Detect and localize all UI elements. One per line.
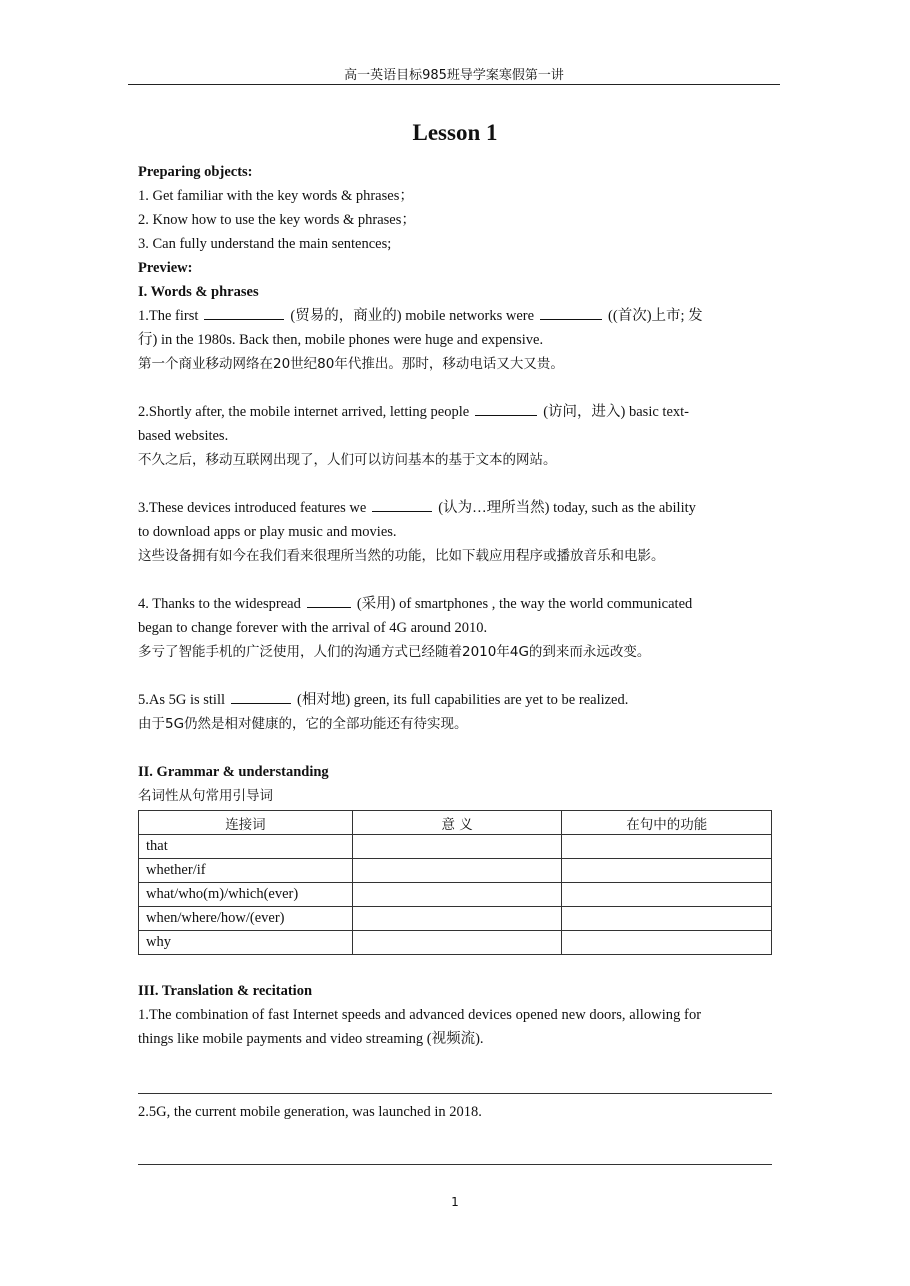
- chinese-translation: 第一个商业移动网络在20世纪80年代推出。那时，移动电话又大又贵。: [138, 356, 564, 372]
- function-cell[interactable]: [562, 883, 772, 907]
- answer-blank[interactable]: [540, 305, 602, 320]
- meaning-cell[interactable]: [352, 859, 562, 883]
- question-text: began to change forever with the arrival of 4G around 2010.: [138, 620, 488, 636]
- table-row: [139, 907, 772, 931]
- meaning-cell[interactable]: [352, 931, 562, 955]
- question-text: to download apps or play music and movies.: [138, 524, 397, 540]
- translation-sentence-1: things like mobile payments and video streaming (视频流).: [138, 1031, 484, 1047]
- question-text: (贸易的，商业的) mobile networks were: [290, 308, 535, 324]
- question-text: 4. Thanks to the widespread: [138, 596, 301, 612]
- answer-blank[interactable]: [475, 401, 537, 416]
- column-header: 意 义: [352, 811, 562, 835]
- question-text: ((首次)上市; 发: [608, 308, 703, 324]
- meaning-cell[interactable]: [352, 907, 562, 931]
- column-header: 在句中的功能: [562, 811, 772, 835]
- answer-blank[interactable]: [231, 689, 291, 704]
- question-text: 3.These devices introduced features we: [138, 500, 367, 516]
- table-row: [139, 931, 772, 955]
- question-text: 1.The first: [138, 308, 199, 324]
- function-cell[interactable]: [562, 907, 772, 931]
- conjunction-table: [138, 810, 772, 955]
- objective-item: 3. Can fully understand the main sentences;: [138, 236, 392, 252]
- question-3: [138, 496, 772, 520]
- translation-sentence-1: 1.The combination of fast Internet speeds and advanced devices opened new doors, allowing for: [138, 1007, 702, 1023]
- conjunction-cell: what/who(m)/which(ever): [139, 883, 353, 907]
- document-body: [138, 118, 772, 1165]
- chinese-translation: 不久之后，移动互联网出现了，人们可以访问基本的基于文本的网站。: [138, 452, 557, 468]
- question-text: 行) in the 1980s. Back then, mobile phones were huge and expensive.: [138, 332, 544, 348]
- preview-heading: Preview:: [138, 260, 193, 276]
- question-text: (采用) of smartphones , the way the world communicated: [356, 596, 693, 612]
- table-row: [139, 883, 772, 907]
- table-row: [139, 859, 772, 883]
- question-text: (相对地) green, its full capabilities are yet to be realized.: [297, 692, 629, 708]
- question-text: based websites.: [138, 428, 229, 444]
- answer-line[interactable]: [138, 1093, 772, 1094]
- answer-blank[interactable]: [307, 593, 351, 608]
- chinese-translation: 由于5G仍然是相对健康的，它的全部功能还有待实现。: [138, 716, 468, 732]
- preparing-heading: Preparing objects:: [138, 164, 253, 180]
- objective-item: 2. Know how to use the key words & phrases；: [138, 212, 416, 228]
- answer-blank[interactable]: [372, 497, 432, 512]
- section-heading-words: I. Words & phrases: [138, 284, 259, 300]
- chinese-translation: 这些设备拥有如今在我们看来很理所当然的功能，比如下载应用程序或播放音乐和电影。: [138, 548, 665, 564]
- meaning-cell[interactable]: [352, 883, 562, 907]
- conjunction-cell: when/where/how/(ever): [139, 907, 353, 931]
- answer-blank[interactable]: [204, 305, 284, 320]
- conjunction-cell: whether/if: [139, 859, 353, 883]
- page-number: 1: [451, 1195, 459, 1209]
- conjunction-cell: why: [139, 931, 353, 955]
- grammar-subheading: 名词性从句常用引导词: [138, 788, 273, 804]
- translation-sentence-2: 2.5G, the current mobile generation, was launched in 2018.: [138, 1104, 482, 1120]
- table-header-row: [139, 811, 772, 835]
- page-header: 高一英语目标985班导学案寒假第一讲: [344, 68, 564, 83]
- table-row: [139, 835, 772, 859]
- answer-line[interactable]: [138, 1164, 772, 1165]
- question-1: [138, 304, 772, 328]
- meaning-cell[interactable]: [352, 835, 562, 859]
- objective-item: 1. Get familiar with the key words & phrases；: [138, 188, 414, 204]
- question-text: (认为…理所当然) today, such as the ability: [438, 500, 696, 516]
- function-cell[interactable]: [562, 835, 772, 859]
- question-4: [138, 592, 772, 616]
- section-heading-grammar: II. Grammar & understanding: [138, 764, 329, 780]
- question-2: [138, 400, 772, 424]
- function-cell[interactable]: [562, 859, 772, 883]
- function-cell[interactable]: [562, 931, 772, 955]
- conjunction-cell: that: [139, 835, 353, 859]
- question-text: 2.Shortly after, the mobile internet arrived, letting people: [138, 404, 470, 420]
- column-header: 连接词: [139, 811, 353, 835]
- section-heading-translation: III. Translation & recitation: [138, 983, 313, 999]
- header-rule: [128, 84, 780, 85]
- question-5: [138, 688, 772, 712]
- lesson-title: Lesson 1: [412, 120, 498, 145]
- question-text: 5.As 5G is still: [138, 692, 226, 708]
- chinese-translation: 多亏了智能手机的广泛使用，人们的沟通方式已经随着2010年4G的到来而永远改变。: [138, 644, 651, 660]
- question-text: (访问，进入) basic text-: [543, 404, 689, 420]
